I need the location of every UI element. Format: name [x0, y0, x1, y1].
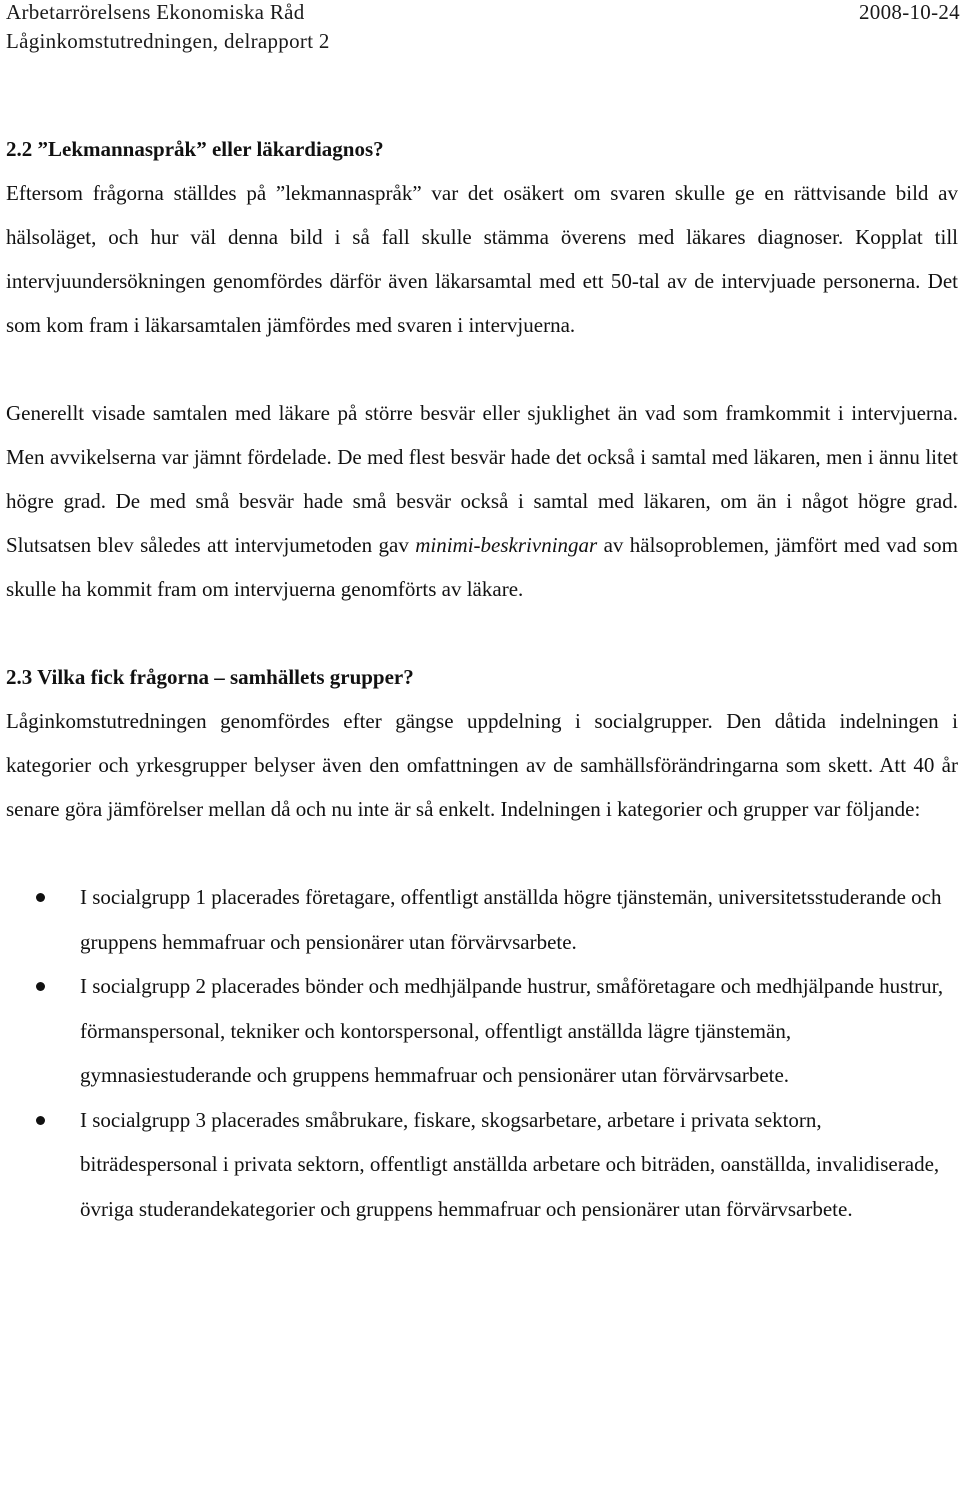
- list-item-text: I socialgrupp 2 placerades bönder och medhjälpande hustrur, småföretagare och medhjälpande hustrur, förmanspersonal, tekniker och kontorspersonal, offentligt anställda lägre tjänstemän, gymnasiestuderande och gruppens hemmafruar och pensionärer utan förvärvsarbete.: [80, 974, 944, 1087]
- list-item: [6, 964, 958, 1098]
- page-header-line-1: [6, 0, 960, 24]
- list-item-text: I socialgrupp 3 placerades småbrukare, fiskare, skogsarbetare, arbetare i privata sektorn, biträdespersonal i privata sektorn, offentligt anställda arbetare och biträden, oanställda, invalidiserade, övriga studerandekategorier och gruppens hemmafruar och pensionärer utan förvärvsarbete.: [80, 1107, 940, 1221]
- section-2-2-heading: 2.2 ”Lekmannaspråk” eller läkardiagnos?: [6, 137, 384, 161]
- header-report-title: Låginkomstutredningen, delrapport 2: [6, 29, 330, 53]
- document-body: [6, 127, 958, 1231]
- section-2-2-paragraph-2: [6, 391, 958, 611]
- section-spacer: [6, 611, 958, 655]
- page-header-line-2: [6, 29, 960, 53]
- section-2-3-paragraph-1: Låginkomstutredningen genomfördes efter gängse uppdelning i socialgrupper. Den dåtida indelningen i kategorier och yrkesgrupper belyser även den omfattningen av de samhällsförändringarna som skett. Att 40 år senare göra jämförelser mellan då och nu inte är så enkelt. Indelningen i kategorier och grupper var följande:: [6, 709, 958, 821]
- bullet-icon: [36, 982, 45, 991]
- paragraph-2-text-start: Generellt visade samtalen med läkare på större besvär eller sjuklighet än vad som framkommit i intervjuerna. Men avvikelserna var jämnt fördelade. De med flest besvär hade det också i samtal med läkaren, men i ännu litet högre grad. De med små besvär hade små besvär också i samtal med läkaren, om än i något högre grad. Slutsatsen blev således att intervjumetoden gav: [6, 401, 958, 557]
- header-date: 2008-10-24: [859, 0, 960, 24]
- list-item: [6, 1098, 958, 1232]
- bullet-icon: [36, 1116, 45, 1125]
- list-spacer: [6, 831, 958, 875]
- paragraph-spacer: [6, 347, 958, 391]
- section-2-2-paragraph-1: Eftersom frågorna ställdes på ”lekmannaspråk” var det osäkert om svaren skulle ge en rättvisande bild av hälsoläget, och hur väl denna bild i så fall skulle stämma överens med läkares diagnoser. Kopplat till intervjuundersökningen genomfördes därför även läkarsamtal med ett 50-tal av de intervjuade personerna. Det som kom fram i läkarsamtalen jämfördes med svaren i intervjuerna.: [6, 181, 958, 337]
- paragraph-2-text-end: av hälsoproblemen, jämfört med vad som skulle ha kommit fram om intervjuerna genomförts av läkare.: [6, 533, 959, 601]
- paragraph-2-italic-term: minimi-beskrivningar: [415, 533, 598, 557]
- bullet-icon: [36, 893, 45, 902]
- header-organization: Arbetarrörelsens Ekonomiska Råd: [6, 0, 305, 24]
- socialgroup-list: [6, 875, 958, 1231]
- section-2-3-heading: 2.3 Vilka fick frågorna – samhällets grupper?: [6, 665, 414, 689]
- list-item-text: I socialgrupp 1 placerades företagare, offentligt anställda högre tjänstemän, universitetsstuderande och gruppens hemmafruar och pensionärer utan förvärvsarbete.: [80, 885, 942, 954]
- list-item: [6, 875, 958, 964]
